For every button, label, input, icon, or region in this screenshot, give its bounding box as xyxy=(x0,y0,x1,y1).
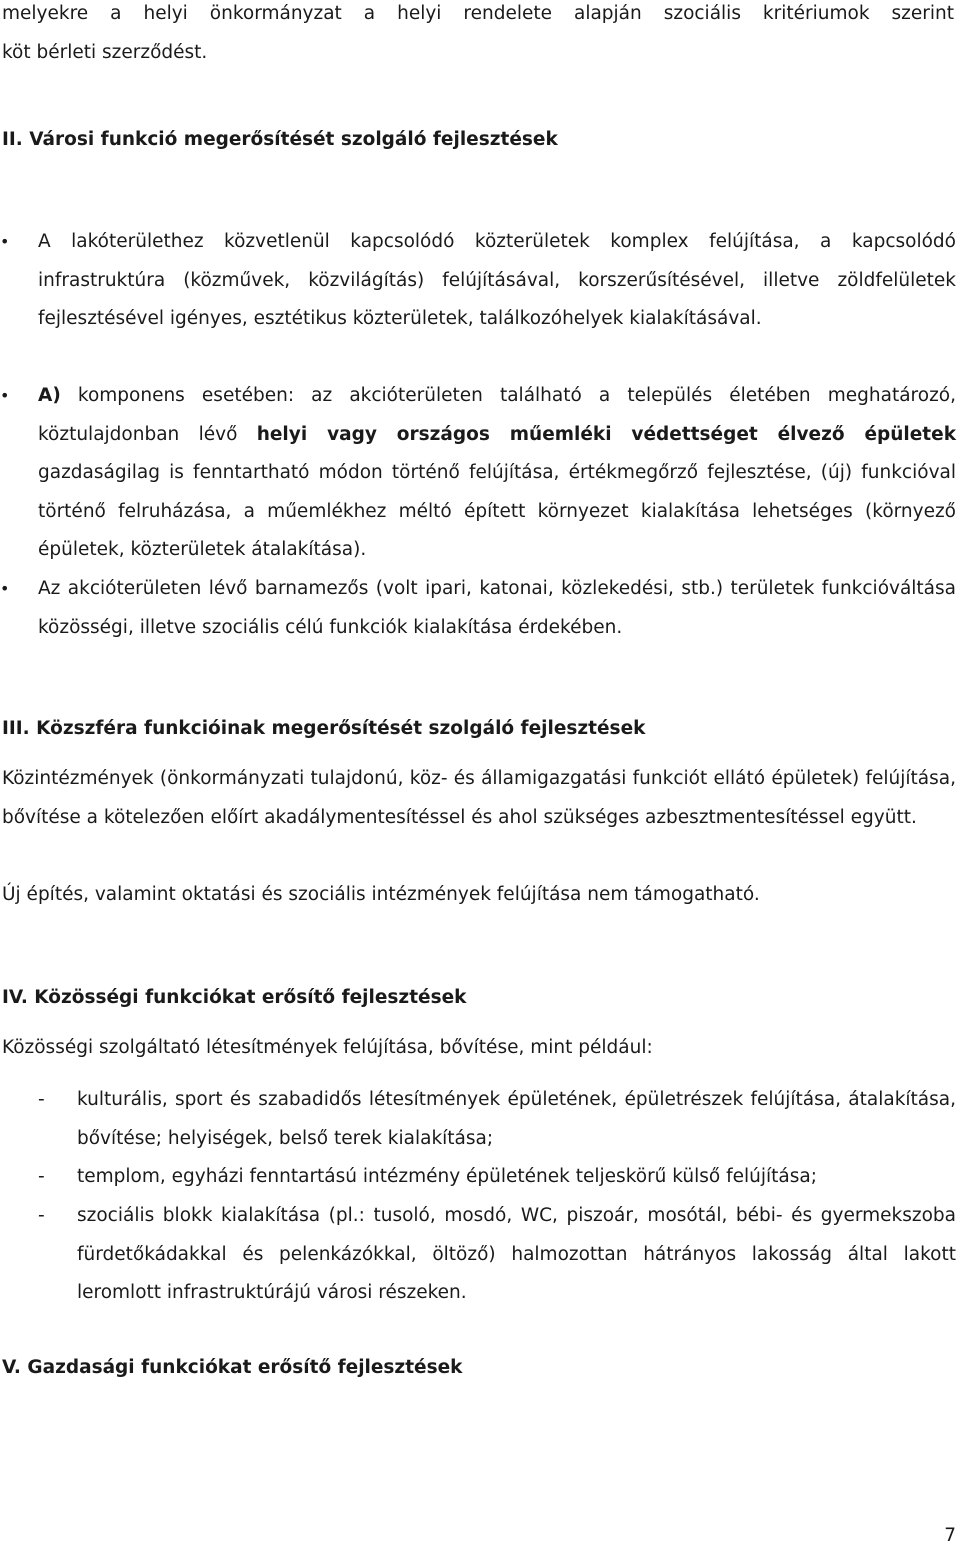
bullet-icon: • xyxy=(0,232,10,251)
bullet-2-text-b: gazdaságilag is fenntartható módon történő felújítása, értékmegőrző fejlesztése, (új) funkcióval történő felruházása, a műemlékhez méltó épített környezet kialakítása lehetséges (környező épületek, közterületek átalakítása). xyxy=(38,462,956,561)
section-2-heading: II. Városi funkció megerősítését szolgáló fejlesztések xyxy=(2,129,558,150)
section-2-bullet-1: A lakóterülethez közvetlenül kapcsolódó közterületek komplex felújítása, a kapcsolódó infrastruktúra (közművek, közvilágítás) felújításával, korszerűsítésével, illetve zöldfelületek fejlesztésével igényes, esztétikus közterületek, találkozóhelyek kialakításával. xyxy=(38,231,956,330)
section-4-intro: Közösségi szolgáltató létesítmények felújítása, bővítése, mint például: xyxy=(2,1037,653,1058)
dash-marker: - xyxy=(38,1089,45,1110)
section-3-paragraph-1: Közintézmények (önkormányzati tulajdonú, köz- és államigazgatási funkciót ellátó épületek) felújítása, bővítése a kötelezően előírt akadálymentesítéssel és ahol szükséges azbesztmentesítéssel együtt. xyxy=(2,768,956,828)
dash-marker: - xyxy=(38,1166,45,1187)
section-2-bullet-2 xyxy=(38,377,956,570)
dash-marker: - xyxy=(38,1205,45,1226)
bullet-2-text-a: komponens esetében: az akcióterületen található a település életében meghatározó, köztulajdonban lévő xyxy=(38,385,956,445)
section-5-heading: V. Gazdasági funkciókat erősítő fejlesztések xyxy=(2,1357,463,1378)
bullet-icon: • xyxy=(0,579,10,598)
section-4-heading: IV. Közösségi funkciókat erősítő fejlesztések xyxy=(2,987,467,1008)
intro-line-2: köt bérleti szerződést. xyxy=(2,42,208,63)
section-4-item-3: szociális blokk kialakítása (pl.: tusoló, mosdó, WC, piszoár, mosótál, bébi- és gyermekszoba fürdetőkádakkal és pelenkázókkal, öltöző) halmozottan hátrányos lakosság által lakott leromlott infrastruktúrájú városi részeken. xyxy=(77,1205,956,1304)
bullet-2-bold-text: helyi vagy országos műemléki védettséget élvező épületek xyxy=(256,423,956,445)
bullet-icon: • xyxy=(0,386,10,405)
intro-line-1: melyekre a helyi önkormányzat a helyi rendelete alapján szociális kritériumok szerint xyxy=(2,3,954,24)
page-number: 7 xyxy=(944,1525,956,1546)
component-label: A) xyxy=(38,385,61,406)
section-3-paragraph-2: Új építés, valamint oktatási és szociális intézmények felújítása nem támogatható. xyxy=(2,884,760,905)
section-4-item-1: kulturális, sport és szabadidős létesítmények épületének, épületrészek felújítása, átalakítása, bővítése; helyiségek, belső terek kialakítása; xyxy=(77,1089,956,1149)
section-4-item-2: templom, egyházi fenntartású intézmény épületének teljeskörű külső felújítása; xyxy=(77,1166,817,1187)
section-3-heading: III. Közszféra funkcióinak megerősítését szolgáló fejlesztések xyxy=(2,718,646,739)
section-2-bullet-3: Az akcióterületen lévő barnamezős (volt ipari, katonai, közlekedési, stb.) területek funkcióváltása közösségi, illetve szociális célú funkciók kialakítása érdekében. xyxy=(38,578,956,638)
